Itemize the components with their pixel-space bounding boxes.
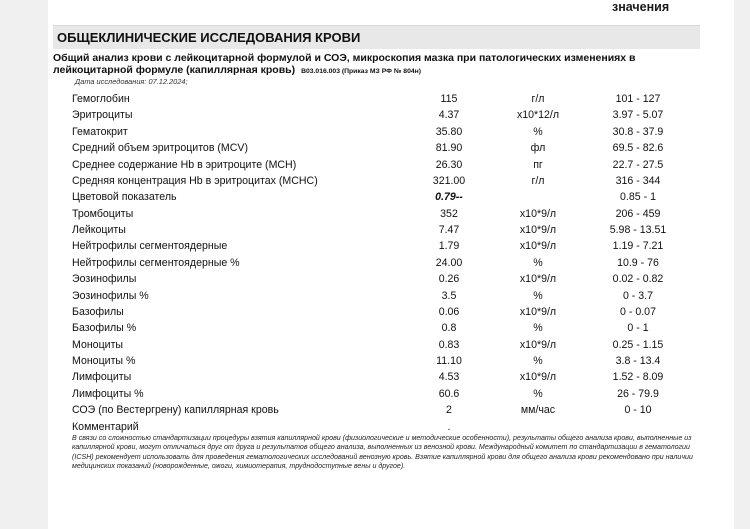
test-unit: x10*9/л (519, 207, 557, 220)
test-name: Базофилы (72, 305, 124, 318)
table-row (0, 173, 750, 189)
test-reference: 5.98 - 13.51 (609, 224, 667, 236)
test-unit: % (533, 387, 543, 400)
test-value-flagged: 0.79-- (435, 191, 463, 204)
test-name: Цветовой показатель (72, 191, 177, 204)
test-name: Среднее содержание Hb в эритроците (MCH) (72, 158, 297, 171)
test-name: Средний объем эритроцитов (MCV) (72, 142, 248, 155)
analysis-title (53, 52, 703, 78)
test-name: Лимфоциты % (72, 387, 144, 400)
table-row (0, 206, 750, 222)
test-unit: x10*9/л (519, 371, 557, 384)
analysis-code: B03.016.003 (Приказ МЗ РФ № 804н) (301, 68, 422, 75)
table-row (0, 140, 750, 156)
test-unit: % (533, 322, 543, 335)
test-value: 4.37 (438, 109, 460, 122)
table-row (0, 288, 750, 304)
test-name: Моноциты % (72, 355, 136, 367)
test-reference: 1.52 - 8.09 (612, 371, 664, 384)
table-row (0, 353, 750, 369)
test-reference: 26 - 79.9 (617, 387, 659, 400)
test-name: Моноциты (72, 338, 124, 351)
test-reference: 0 - 0.07 (620, 305, 656, 318)
test-value: 115 (440, 93, 458, 105)
test-name: Эритроциты (72, 109, 133, 122)
test-unit: % (533, 256, 543, 269)
test-reference: 0.02 - 0.82 (612, 273, 664, 286)
test-name: Тромбоциты (72, 207, 134, 220)
test-unit: x10*12/л (516, 109, 560, 122)
test-reference: 3.8 - 13.4 (615, 355, 661, 367)
table-row (0, 386, 750, 402)
test-name: Эозинофилы % (72, 289, 149, 302)
test-value: 11.10 (436, 355, 462, 367)
test-unit: мм/час (520, 404, 556, 417)
test-unit: x10*9/л (519, 224, 557, 236)
test-unit: % (533, 289, 543, 302)
test-value: 0.83 (438, 338, 460, 351)
test-value: 4.53 (438, 371, 460, 384)
test-unit: г/л (531, 174, 545, 187)
test-name: Гемоглобин (72, 93, 130, 105)
test-value: 1.79 (438, 240, 460, 253)
test-reference: 30.8 - 37.9 (612, 125, 664, 138)
test-name: СОЭ (по Вестергрену) капиллярная кровь (72, 404, 279, 417)
test-name: Эозинофилы (72, 273, 137, 286)
study-date: Дата исследования: 07.12.2024; (75, 77, 188, 86)
test-name: Гематокрит (72, 125, 128, 138)
table-row (0, 369, 750, 385)
table-row (0, 304, 750, 320)
test-unit: x10*9/л (519, 338, 557, 351)
test-reference: 1.19 - 7.21 (612, 240, 664, 253)
test-reference: 0.25 - 1.15 (612, 338, 664, 351)
test-name: Нейтрофилы сегментоядерные (72, 240, 228, 253)
test-unit: x10*9/л (519, 273, 557, 286)
table-row (0, 189, 750, 205)
table-row (0, 255, 750, 271)
footnote: В связи со сложностью стандартизации процедуры взятия капиллярной крови (физиологические и методические особенности), результаты общего анализа крови, выполненные из капиллярной крови, могут отличаться друг от друга и результатов общего анализа, выполненных из венозной крови. Международный комитет по стандартизации в гематологии (ICSH) рекомендует использовать для проведения гематологических исследований венозную кровь. Взятие капиллярной крови для общего анализа крови рекомендовано при наличии медицинских показаний (новорожденные, ожоги, химиотерапия, труднодоступные вены и другое). (72, 434, 693, 470)
test-reference: 316 - 344 (615, 174, 661, 187)
test-unit: пг (533, 158, 543, 171)
test-reference: 101 - 127 (615, 93, 661, 105)
test-value: 81.90 (435, 142, 463, 155)
test-value: 352 (440, 207, 458, 220)
test-name: Средняя концентрация Hb в эритроцитах (MCHC) (72, 174, 318, 187)
test-value: 7.47 (438, 224, 460, 236)
test-unit: x10*9/л (519, 240, 557, 253)
test-value: 2 (446, 404, 452, 417)
test-reference: 0.85 - 1 (620, 191, 656, 204)
test-unit: % (533, 125, 543, 138)
analysis-title-text: Общий анализ крови с лейкоцитарной формулой и СОЭ, микроскопия мазка при патологических изменениях в лейкоцитарной формуле (капиллярная кровь) (53, 52, 636, 76)
test-reference: 69.5 - 82.6 (612, 142, 664, 155)
test-value: 24.00 (435, 256, 463, 269)
test-value: 0.8 (441, 322, 457, 335)
section-title: ОБЩЕКЛИНИЧЕСКИЕ ИССЛЕДОВАНИЯ КРОВИ (57, 30, 361, 45)
table-row (0, 337, 750, 353)
table-row (0, 320, 750, 336)
test-reference: 0 - 3.7 (622, 289, 654, 302)
test-value: 60.6 (438, 387, 460, 400)
test-unit: x10*9/л (519, 305, 557, 318)
test-name: Нейтрофилы сегментоядерные % (72, 256, 240, 269)
table-row (0, 238, 750, 254)
test-unit: % (533, 355, 543, 367)
test-reference: 22.7 - 27.5 (612, 158, 664, 171)
test-name: Лимфоциты (72, 371, 132, 384)
test-reference: 0 - 1 (627, 322, 649, 335)
column-header-fragment: значения (612, 0, 670, 14)
table-row (0, 107, 750, 123)
test-reference: 206 - 459 (615, 207, 661, 220)
test-value: 26.30 (435, 158, 463, 171)
test-unit: г/л (531, 93, 545, 105)
test-value: 35.80 (435, 125, 463, 138)
table-row (0, 222, 750, 238)
test-value: 321.00 (432, 174, 466, 187)
test-reference: 3.97 - 5.07 (612, 109, 664, 122)
test-name: Лейкоциты (72, 224, 126, 236)
table-row (0, 91, 750, 107)
test-name: Комментарий (72, 420, 139, 433)
test-value: 0.06 (438, 305, 460, 318)
results-table (0, 91, 750, 435)
test-unit: фл (530, 142, 546, 155)
test-value: . (447, 420, 451, 433)
table-row (0, 419, 750, 435)
table-row (0, 157, 750, 173)
test-value: 0.26 (438, 273, 460, 286)
table-row (0, 402, 750, 418)
test-name: Базофилы % (72, 322, 137, 335)
test-reference: 10.9 - 76 (617, 256, 659, 269)
test-value: 3.5 (441, 289, 457, 302)
test-reference: 0 - 10 (624, 404, 652, 417)
table-row (0, 271, 750, 287)
section-header-bar (53, 25, 700, 49)
table-row (0, 124, 750, 140)
